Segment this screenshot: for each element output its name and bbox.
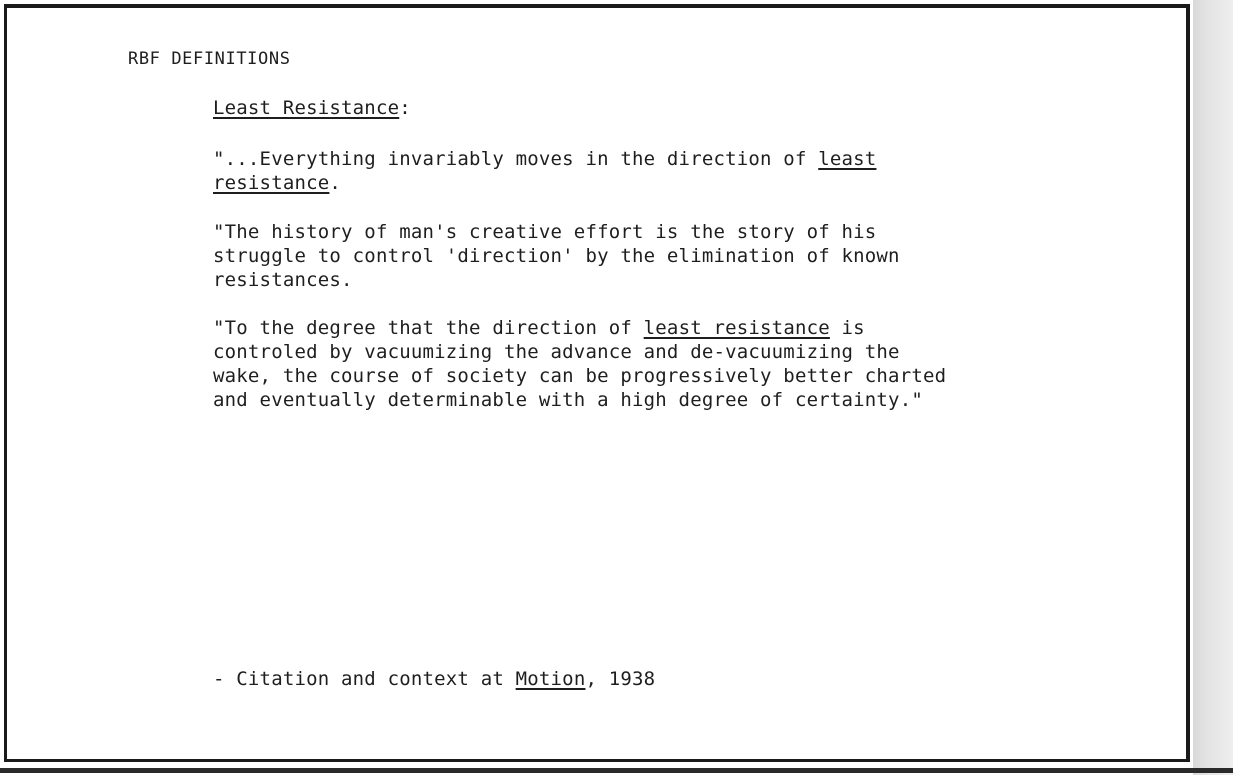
quote-3-line-4: and eventually determinable with a high degree of certainty." [213, 389, 923, 411]
citation-link-motion[interactable]: Motion [515, 668, 586, 690]
entry-term-label: Least Resistance [213, 97, 400, 119]
quote-3-line-2: controled by vacuumizing the advance and de-vacuumizing the [213, 341, 900, 363]
quote-3-line-1 [213, 316, 946, 340]
page-edge-strip [1193, 0, 1233, 775]
quote-3-line-1-text: "To the degree that the direction of [213, 317, 644, 339]
quote-1-line-1-text: "...Everything invariably moves in the direction of [213, 148, 819, 170]
quote-1-line-2-period: . [329, 172, 342, 194]
quote-3-line-1-end: is [829, 317, 865, 339]
citation-year: , 1938 [585, 668, 656, 690]
card-header: RBF DEFINITIONS [128, 49, 291, 69]
quote-1-underlined-resistance: resistance [213, 172, 330, 194]
quote-2-line-3: resistances. [213, 269, 353, 291]
quote-1-line-2 [213, 171, 876, 195]
entry-term [213, 96, 411, 120]
quote-1-line-1 [213, 147, 876, 171]
quote-paragraph-1 [213, 147, 876, 195]
quote-3-line-3: wake, the course of society can be progressively better charted [213, 365, 947, 387]
quote-paragraph-3 [213, 316, 946, 412]
quote-1-underlined-least: least [818, 148, 877, 170]
entry-term-colon: : [399, 97, 411, 119]
quote-3-underlined-least-resistance: least resistance [643, 317, 830, 339]
bottom-rule [0, 768, 1233, 773]
quote-2-line-2: struggle to control 'direction' by the elimination of known [213, 245, 900, 267]
quote-paragraph-2 [213, 220, 900, 292]
citation-line [213, 667, 655, 691]
quote-2-line-1: "The history of man's creative effort is the story of his [213, 221, 877, 243]
citation-text: - Citation and context at [213, 668, 516, 690]
